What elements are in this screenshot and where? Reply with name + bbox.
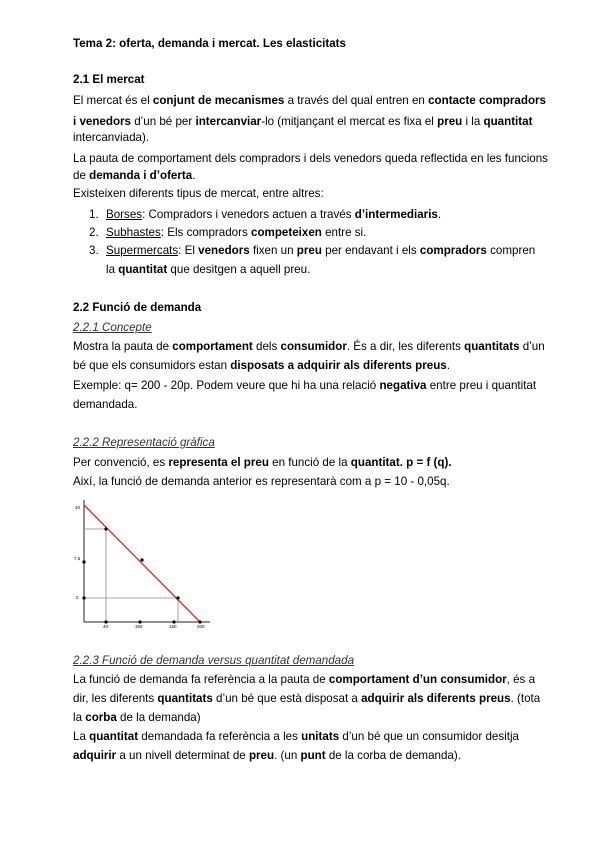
list-number: 3. [89, 244, 99, 257]
paragraph-line: La quantitat demandada fa referència a les unitats d’un bé que un consumidor desitja [73, 730, 519, 743]
axis-point [82, 560, 85, 563]
paragraph-line: dir, les diferents quantitats d’un bé que està disposat a adquirir als diferents preus. (tota [73, 692, 541, 705]
demand-curve [84, 505, 200, 622]
paragraph-line: Per convenció, es representa el preu en funció de la quantitat. p = f (q). [73, 456, 452, 469]
list-item: Subhastes: Els compradors competeixen entre si. [106, 226, 367, 239]
y-tick-label: 10 [75, 505, 81, 510]
paragraph-line: Així, la funció de demanda anterior es representarà com a p = 10 - 0,05q. [73, 475, 450, 488]
list-number: 1. [89, 208, 99, 221]
y-tick-label: 2 [76, 595, 79, 600]
paragraph-line: de demanda i d’oferta. [73, 169, 196, 182]
document-title: Tema 2: oferta, demanda i mercat. Les elasticitats [73, 37, 346, 50]
paragraph-line: El mercat és el conjunt de mecanismes a través del qual entren en contacte compradors [73, 94, 546, 107]
paragraph-line: adquirir a un nivell determinat de preu. (un punt de la corba de demanda). [73, 749, 461, 762]
axis-point [82, 596, 85, 599]
section-heading-mercat: 2.1 El mercat [73, 73, 145, 86]
paragraph-line: Mostra la pauta de comportament dels consumidor. És a dir, les diferents quantitats d’un [73, 340, 545, 353]
subsection-heading: 2.2.1 Concepte [73, 321, 152, 334]
paragraph-line: Existeixen diferents tipus de mercat, entre altres: [73, 187, 324, 200]
paragraph-line: La funció de demanda fa referència a la pauta de comportament d’un consumidor, és a [73, 673, 536, 686]
list-item: Borses: Compradors i venedors actuen a través d’intermediaris. [106, 208, 442, 221]
paragraph-line: la corba de la demanda) [73, 711, 201, 724]
section-heading-demanda: 2.2 Funció de demanda [73, 301, 202, 314]
subsection-heading: 2.2.2 Representació gràfica [73, 436, 215, 449]
demand-curve-graph [74, 498, 214, 630]
x-tick-label: 40 [103, 624, 109, 629]
list-item-continuation: la quantitat que desitgen a aquell preu. [106, 263, 311, 276]
curve-point [140, 558, 143, 561]
paragraph-line: demandada. [73, 398, 138, 411]
paragraph-line: Exemple: q= 200 - 20p. Podem veure que hi ha una relació negativa entre preu i quantitat [73, 379, 537, 392]
paragraph-line: La pauta de comportament dels compradors i dels venedors queda reflectida en les funcions [73, 152, 548, 165]
paragraph-line: i venedors d’un bé per intercanviar-lo (mitjançant el mercat es fixa el preu i la quantitat [73, 115, 533, 128]
x-tick-label: 160 [169, 624, 177, 629]
curve-point [104, 527, 107, 530]
list-item: Supermercats: El venedors fixen un preu per endavant i els compradors compren [106, 244, 536, 257]
x-tick-label: 200 [197, 624, 205, 629]
subsection-heading: 2.2.3 Funció de demanda versus quantitat demandada [73, 654, 355, 667]
y-tick-label: 7,5 [74, 556, 81, 561]
paragraph-line: bé que els consumidors estan disposats a adquirir als diferents preus. [73, 359, 450, 372]
list-number: 2. [89, 226, 99, 239]
curve-point [176, 596, 179, 599]
paragraph-line: intercanviada). [73, 131, 150, 144]
x-tick-label: 150 [135, 624, 143, 629]
